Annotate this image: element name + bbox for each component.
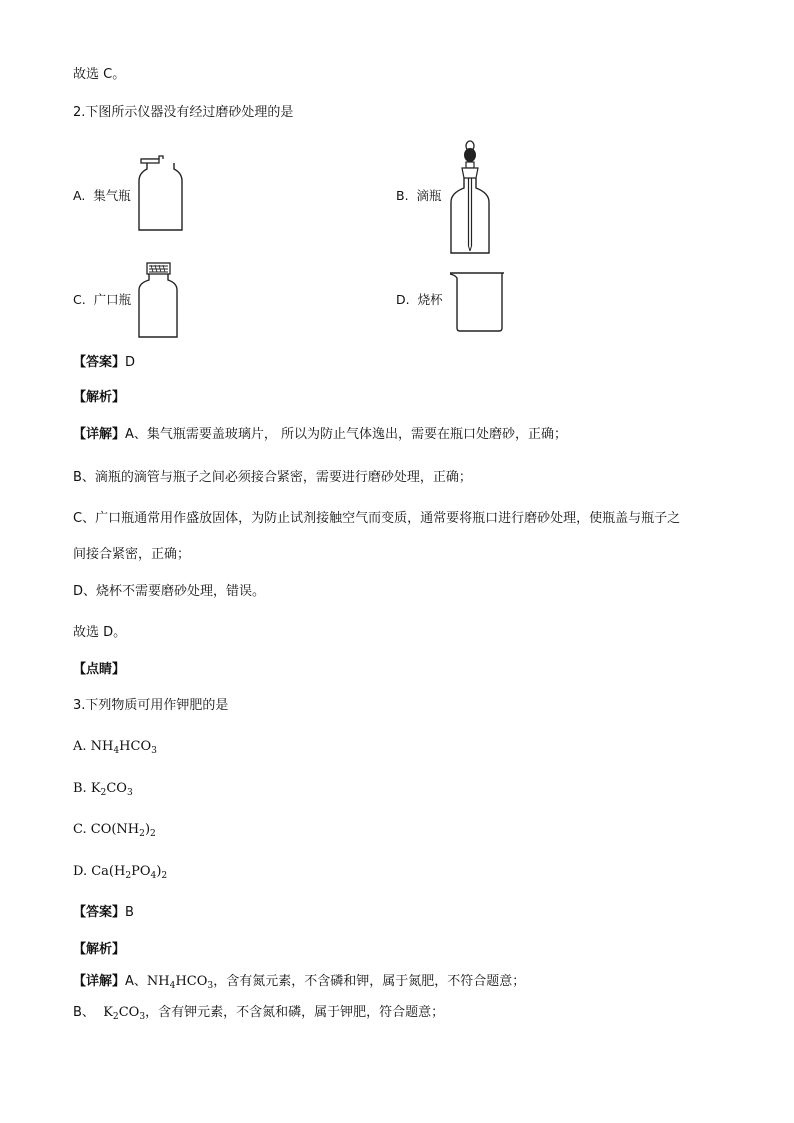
q2-option-b-label: B. 滴瓶 [396,188,442,203]
prev-conclusion: 故选 C。 [73,67,126,82]
q2-detail-c-line1: C、广口瓶通常用作盛放固体，为防止试剂接触空气而变质，通常要将瓶口进行磨砂处理，使瓶盖与瓶子之 [73,511,681,526]
q3-detail-b: B、 $K_2CO_3$，含有钾元素，不含氮和磷，属于钾肥，符合题意； [73,1005,445,1022]
q2-detail-c-line2: 间接合紧密，正确； [73,547,191,562]
q2-comment-heading: 【点睛】 [73,662,126,677]
q3-option-c: C. $CO(NH_2)_2$ [73,822,156,839]
wide-mouth-bottle-figure [137,260,182,340]
q2-conclusion: 故选 D。 [73,625,127,640]
q2-answer: 【答案】D [73,355,136,370]
q3-answer: 【答案】B [73,905,134,920]
q3-analysis-heading: 【解析】 [73,942,126,957]
q3-option-d: D. $Ca(H_2PO_4)_2$ [73,864,168,881]
q2-stem: 2.下图所示仪器没有经过磨砂处理的是 [73,105,294,120]
q3-option-a: A. $NH_4HCO_3$ [73,739,157,756]
q3-option-b: B. $K_2CO_3$ [73,781,133,798]
beaker-figure [448,268,508,336]
q2-option-c-label: C. 广口瓶 [73,292,132,307]
q2-detail-b: B、滴瓶的滴管与瓶子之间必须接合紧密，需要进行磨砂处理，正确； [73,470,472,485]
q2-option-a-label: A. 集气瓶 [73,188,131,203]
dropper-bottle-figure [445,138,495,258]
q2-detail-a: 【详解】A、集气瓶需要盖玻璃片， 所以为防止气体逸出，需要在瓶口处磨砂，正确； [73,427,568,442]
gas-collecting-bottle-figure [135,155,190,235]
q2-detail-d: D、烧杯不需要磨砂处理，错误。 [73,584,266,599]
q3-stem: 3.下列物质可用作钾肥的是 [73,698,229,713]
q3-detail-a: 【详解】A、$NH_4HCO_3$，含有氮元素，不含磷和钾，属于氮肥，不符合题意； [73,974,526,991]
q2-analysis-heading: 【解析】 [73,390,126,405]
q2-option-d-label: D. 烧杯 [396,292,443,307]
